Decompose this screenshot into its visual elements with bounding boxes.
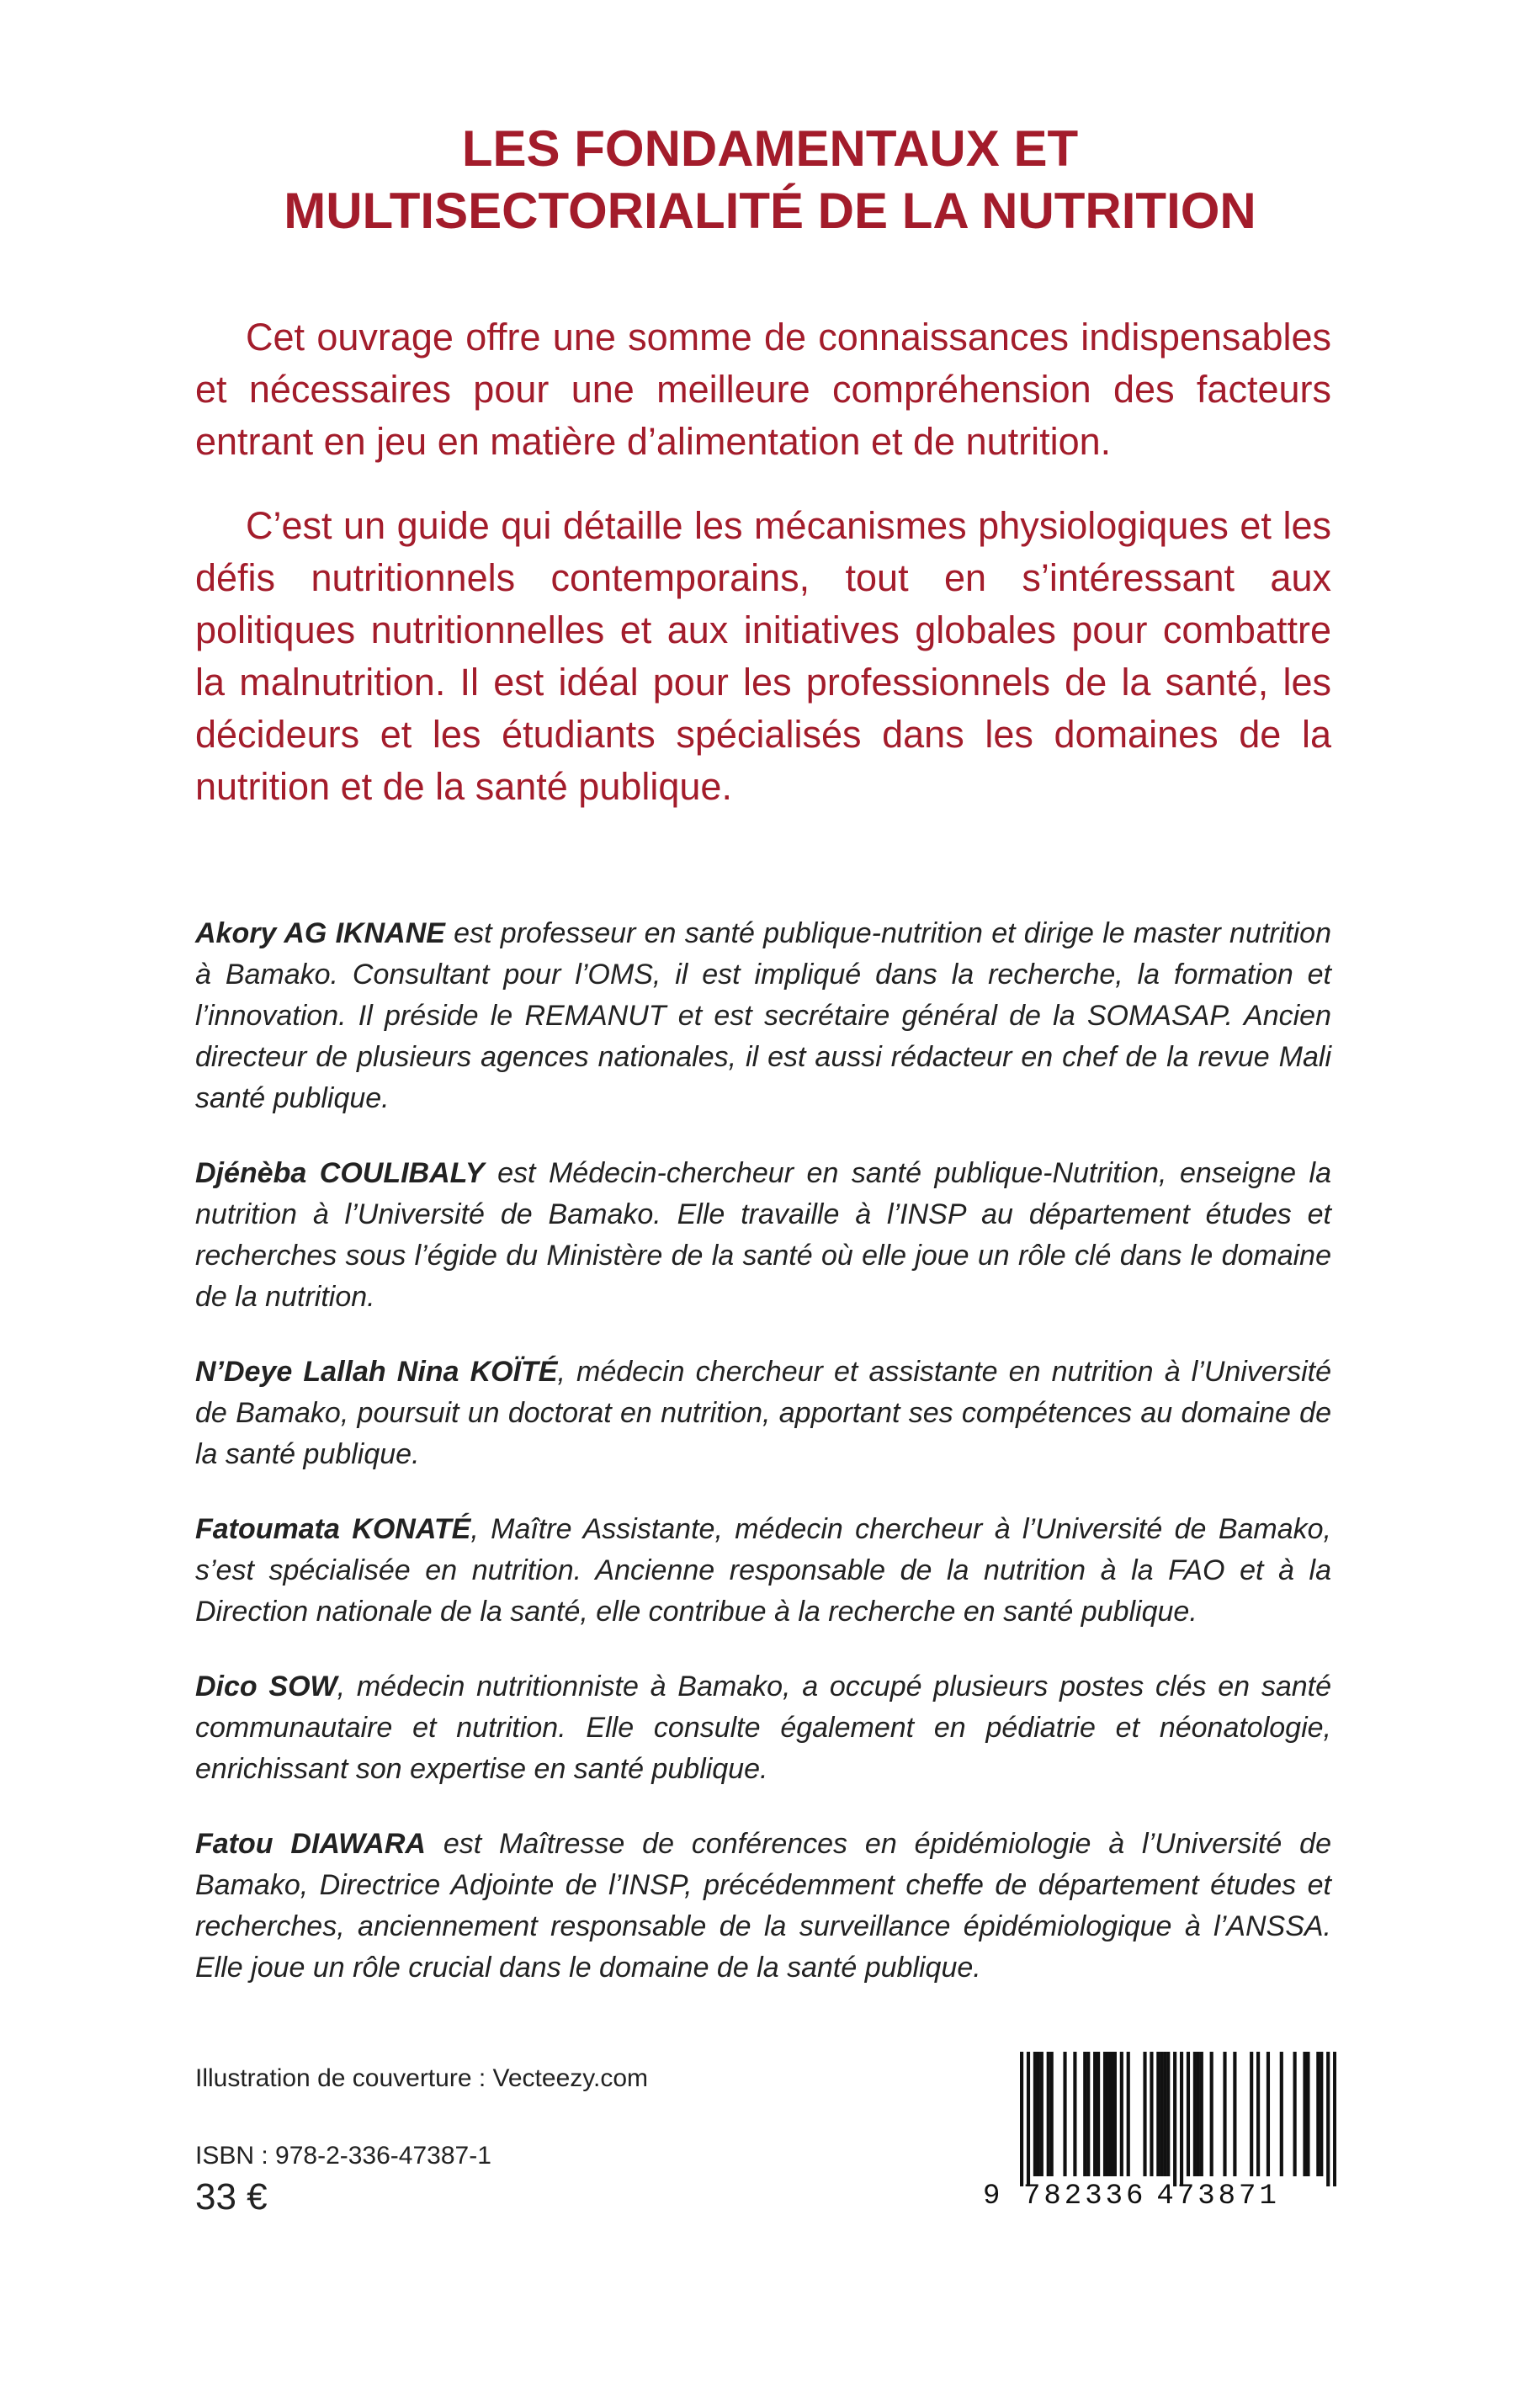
author-bio-coulibaly — [195, 1153, 1331, 1318]
author-bio-konate — [195, 1509, 1331, 1633]
summary-paragraph-1: Cet ouvrage offre une somme de connaissances indispensables et nécessaires pour une meilleure compréhension des facteurs entrant en jeu en matière d’alimentation et de nutrition. — [195, 316, 1331, 463]
barcode-bar — [1210, 2052, 1213, 2176]
barcode-bar — [1083, 2052, 1086, 2176]
author-bio-text: est professeur en santé publique-nutrition et dirige le master nutrition à Bamako. Consultant pour l’OMS, il est impliqué dans la recherche, la formation et l’innovation. Il préside le REMANUT et est secrétaire général de la SOMASAP. Ancien directeur de plusieurs agences nationales, il est aussi rédacteur en chef de la revue Mali santé publique. — [195, 917, 1332, 1114]
barcode-bar — [1316, 2052, 1320, 2176]
barcode-bar — [1063, 2052, 1066, 2176]
isbn: ISBN : 978-2-336-47387-1 — [195, 2142, 491, 2170]
author-bio-text: est Médecin-chercheur en santé publique-Nutrition, enseigne la nutrition à l’Université de Bamako. Elle travaille à l’INSP au département études et recherches sous l’égide du Ministère de la santé où elle joue un rôle clé dans le domaine de la nutrition. — [195, 1157, 1332, 1313]
barcode-bar — [1166, 2052, 1170, 2176]
barcode-bar — [1127, 2052, 1130, 2176]
barcode-bar — [1293, 2052, 1297, 2176]
barcode-bar — [1187, 2052, 1190, 2176]
author-name: Akory AG IKNANE — [195, 917, 445, 949]
barcode-bar — [1333, 2052, 1336, 2186]
title-line-2: MULTISECTORIALITÉ DE LA NUTRITION — [284, 183, 1256, 239]
barcode-bar — [1156, 2052, 1160, 2176]
author-bios — [195, 913, 1331, 2022]
barcode-bar — [1050, 2052, 1054, 2176]
author-bio-diawara — [195, 1824, 1331, 1989]
barcode-bar — [1037, 2052, 1040, 2176]
barcode-lead-digit: 9 — [983, 2180, 1001, 2212]
author-name: Fatoumata KONATÉ — [195, 1513, 471, 1545]
author-name: Djénèba COULIBALY — [195, 1157, 485, 1189]
barcode-bar — [1143, 2052, 1146, 2176]
barcode-bar — [1097, 2052, 1100, 2176]
barcode-bar — [1020, 2052, 1023, 2186]
barcode-bar — [1093, 2052, 1097, 2176]
barcode-bar — [1233, 2052, 1236, 2176]
barcode-bar — [1320, 2052, 1323, 2176]
barcode-bar — [1256, 2052, 1260, 2176]
author-bio-sow — [195, 1666, 1331, 1790]
barcode-bar — [1073, 2052, 1076, 2176]
barcode-bar — [1306, 2052, 1309, 2176]
cover-credit: Illustration de couverture : Vecteezy.com — [195, 2064, 649, 2092]
barcode-digits — [983, 2180, 1336, 2213]
barcode-bar — [1197, 2052, 1200, 2176]
barcode-bar — [1223, 2052, 1226, 2176]
barcode-bar — [1047, 2052, 1050, 2176]
barcode-bar — [1113, 2052, 1117, 2176]
barcode-bar — [1200, 2052, 1203, 2176]
author-bio-koite — [195, 1352, 1331, 1475]
barcode-bar — [1103, 2052, 1107, 2176]
barcode-bar — [1033, 2052, 1037, 2176]
barcode-group-2: 473871 — [1156, 2180, 1280, 2212]
author-name: N’Deye Lallah Nina KOÏTÉ — [195, 1356, 558, 1388]
barcode-bar — [1150, 2052, 1153, 2176]
author-bio-iknane — [195, 913, 1331, 1119]
barcode-bar — [1280, 2052, 1283, 2176]
barcode-bar — [1086, 2052, 1090, 2176]
barcode-bar — [1180, 2052, 1183, 2186]
title-line-1: LES FONDAMENTAUX ET — [461, 120, 1079, 177]
barcode-bar — [1267, 2052, 1270, 2176]
barcode-bar — [1163, 2052, 1166, 2176]
barcode-bar — [1107, 2052, 1110, 2176]
author-name: Fatou DIAWARA — [195, 1828, 426, 1860]
barcode-bar — [1027, 2052, 1030, 2186]
barcode-bar — [1193, 2052, 1197, 2176]
barcode-bar — [1173, 2052, 1176, 2186]
price: 33 € — [195, 2176, 268, 2218]
barcode-bar — [1110, 2052, 1113, 2176]
publication-info — [195, 2062, 784, 2220]
author-bio-text: , médecin chercheur et assistante en nutrition à l’Université de Bamako, poursuit un doctorat en nutrition, apportant ses compétences au domaine de la santé publique. — [195, 1356, 1331, 1470]
book-title — [0, 118, 1540, 242]
isbn-barcode — [983, 2052, 1336, 2220]
author-name: Dico SOW — [195, 1671, 337, 1702]
barcode-bar — [1326, 2052, 1330, 2186]
summary-block — [195, 311, 1331, 845]
summary-paragraph-2: C’est un guide qui détaille les mécanismes physiologiques et les défis nutritionnels contemporains, tout en s’intéressant aux politiques nutritionnelles et aux initiatives globales pour combattre la malnutrition. Il est idéal pour les professionnels de la santé, les décideurs et les étudiants spécialisés dans les domaines de la nutrition et de la santé publique. — [195, 504, 1331, 808]
barcode-bar — [1160, 2052, 1163, 2176]
barcode-bar — [1303, 2052, 1306, 2176]
author-bio-text: est Maîtresse de conférences en épidémiologie à l’Université de Bamako, Directrice Adjointe de l’INSP, précédemment cheffe de département études et recherches, anciennement responsable de la surveillance épidémiologique à l’ANSSA. Elle joue un rôle crucial dans le domaine de la santé publique. — [195, 1828, 1331, 1984]
author-bio-text: , médecin nutritionniste à Bamako, a occupé plusieurs postes clés en santé communautaire et nutrition. Elle consulte également en pédiatrie et néonatologie, enrichissant son expertise en santé publique. — [195, 1671, 1331, 1785]
barcode-bars — [1020, 2052, 1336, 2186]
author-bio-text: , Maître Assistante, médecin chercheur à l’Université de Bamako, s’est spécialisée en nutrition. Ancienne responsable de la nutrition à la FAO et à la Direction nationale de la santé, elle contribue à la recherche en santé publique. — [195, 1513, 1331, 1628]
barcode-group-1: 782336 — [1023, 2180, 1147, 2212]
barcode-bar — [1040, 2052, 1043, 2176]
barcode-bar — [1250, 2052, 1253, 2176]
barcode-bar — [1120, 2052, 1123, 2176]
